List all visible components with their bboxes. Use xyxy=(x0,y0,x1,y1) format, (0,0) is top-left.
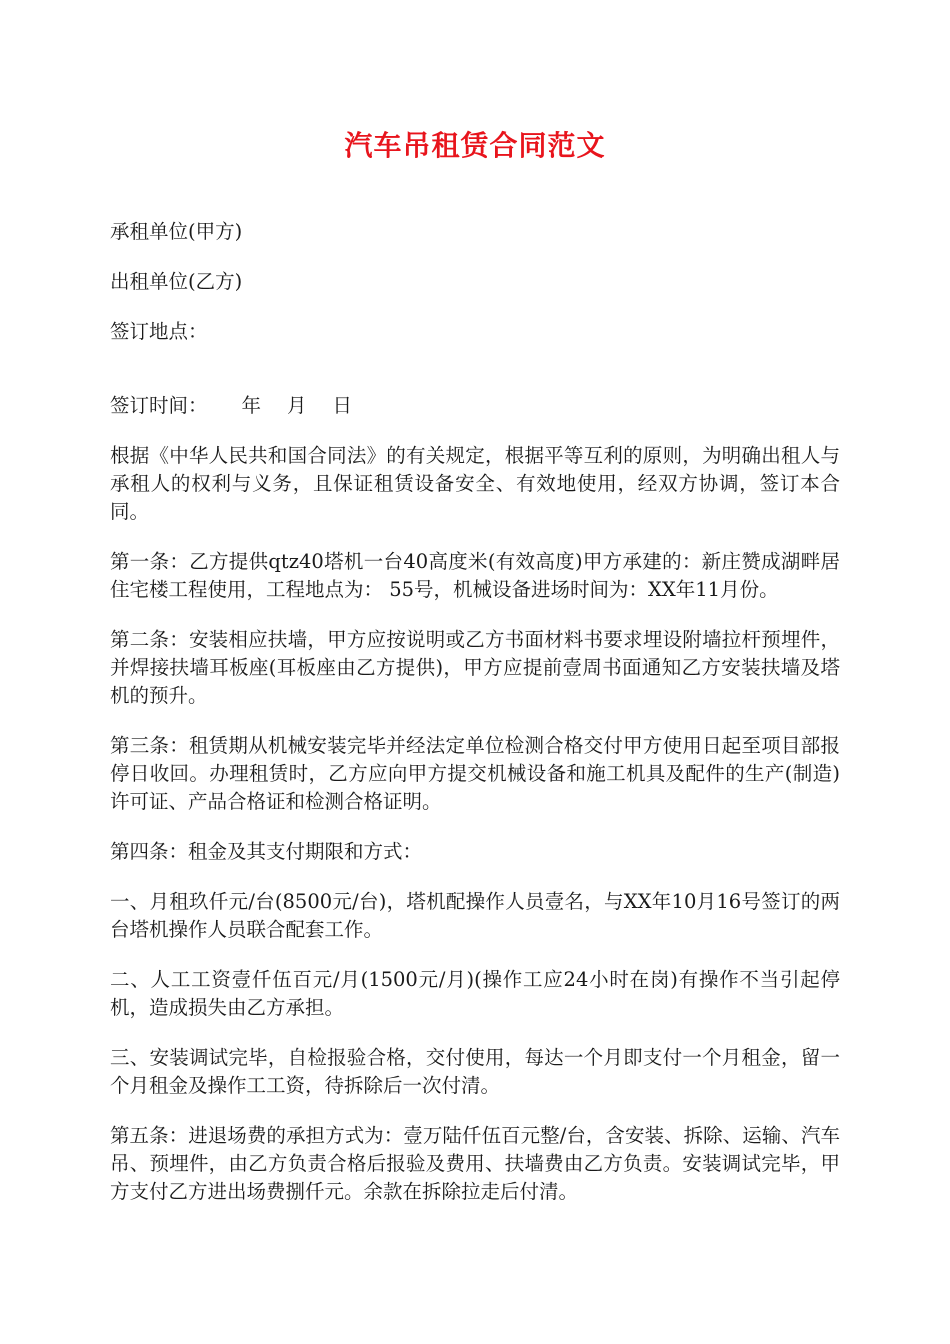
signing-time-label: 签订时间： xyxy=(110,394,208,417)
signing-place-line: 签订地点： xyxy=(110,320,208,343)
lessor-line: 出租单位(乙方) xyxy=(110,270,243,293)
signing-year: 年 xyxy=(241,394,262,417)
paragraph-article-3: 第三条：租赁期从机械安装完毕并经法定单位检测合格交付甲方使用日起至项目部报停日收回。办理租赁时，乙方应向甲方提交机械设备和施工机具及配件的生产(制造)许可证、产品合格证和检测合格证明。 xyxy=(110,734,840,813)
document-body xyxy=(110,218,840,1228)
signing-day: 日 xyxy=(332,394,353,417)
signing-month: 月 xyxy=(287,394,307,417)
signing-time-line xyxy=(110,392,840,420)
document-title: 汽车吊租赁合同范文 xyxy=(344,129,606,162)
lessee-line: 承租单位(甲方) xyxy=(110,220,243,243)
paragraph-article-4-item-2: 二、人工工资壹仟伍百元/月(1500元/月)(操作工应24小时在岗)有操作不当引起停机，造成损失由乙方承担。 xyxy=(110,968,840,1019)
paragraph-article-4-item-1: 一、月租玖仟元/台(8500元/台)，塔机配操作人员壹名，与XX年10月16号签订的两台塔机操作人员联合配套工作。 xyxy=(110,890,840,941)
paragraph-article-1: 第一条：乙方提供qtz40塔机一台40高度米(有效高度)甲方承建的：新庄赞成湖畔居住宅楼工程使用，工程地点为： 55号，机械设备进场时间为：XX年11月份。 xyxy=(110,550,840,601)
paragraph-article-4: 第四条：租金及其支付期限和方式： xyxy=(110,840,423,863)
paragraph-article-5: 第五条：进退场费的承担方式为：壹万陆仟伍百元整/台，含安装、拆除、运输、汽车吊、预埋件，由乙方负责合格后报验及费用、扶墙费由乙方负责。安装调试完毕，甲方支付乙方进出场费捌仟元。余款在拆除拉走后付清。 xyxy=(110,1124,840,1203)
paragraph-article-4-item-3: 三、安装调试完毕，自检报验合格，交付使用，每达一个月即支付一个月租金，留一个月租金及操作工工资，待拆除后一次付清。 xyxy=(110,1046,840,1097)
paragraph-article-2: 第二条：安装相应扶墙，甲方应按说明或乙方书面材料书要求埋设附墙拉杆预埋件，并焊接扶墙耳板座(耳板座由乙方提供)，甲方应提前壹周书面通知乙方安装扶墙及塔机的预升。 xyxy=(110,628,840,707)
paragraph-preamble: 根据《中华人民共和国合同法》的有关规定，根据平等互利的原则，为明确出租人与承租人的权利与义务，且保证租赁设备安全、有效地使用，经双方协调，签订本合同。 xyxy=(110,444,840,523)
